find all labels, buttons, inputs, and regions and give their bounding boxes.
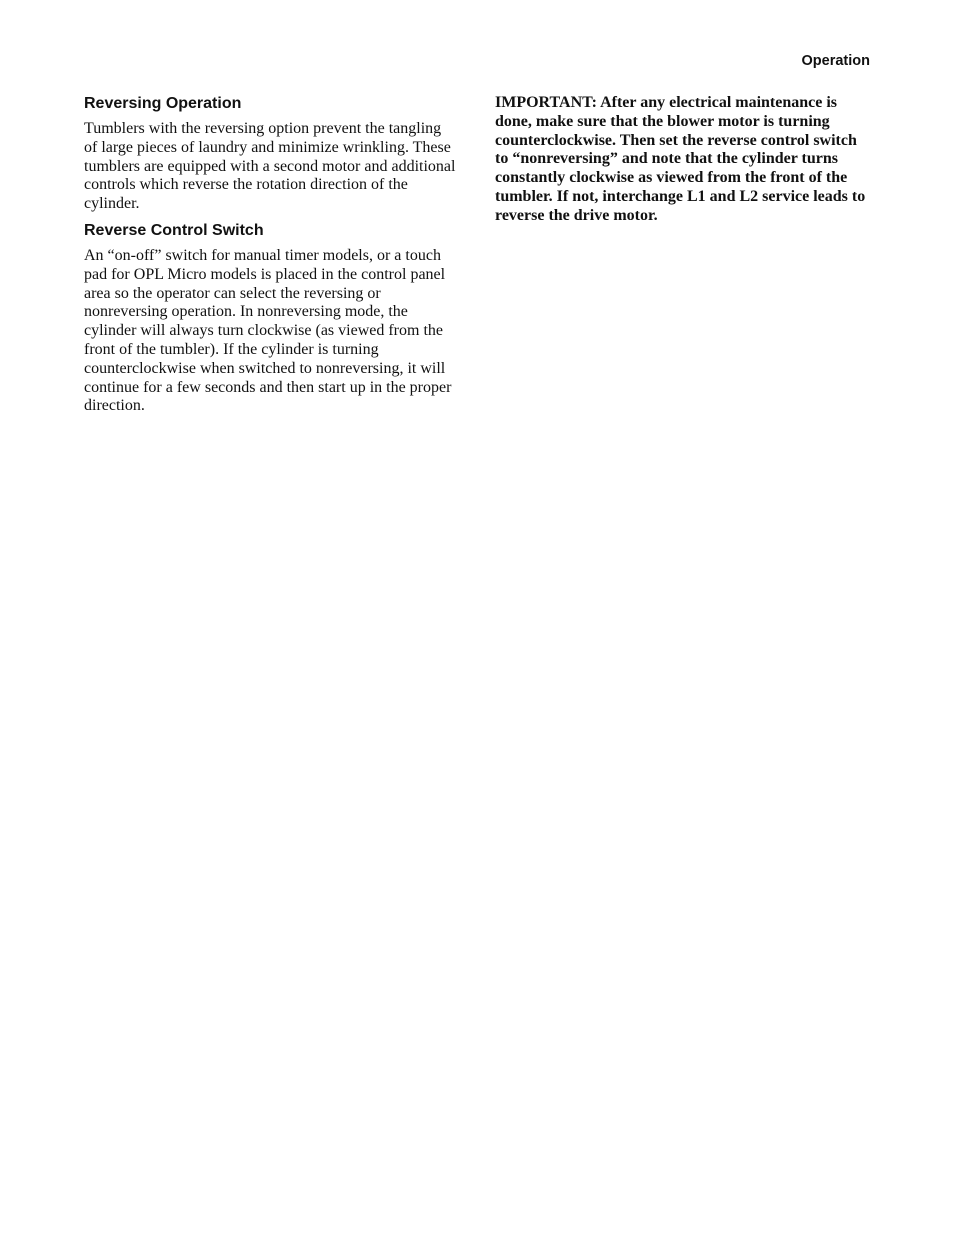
- left-column: [84, 94, 458, 423]
- important-note: IMPORTANT: After any electrical maintenance is done, make sure that the blower motor is turning counterclockwise. Then set the reverse control switch to “nonreversing” and note that the cylinder turns constantly clockwise as viewed from the front of the tumbler. If not, interchange L1 and L2 service leads to reverse the drive motor.: [495, 94, 866, 224]
- page-header-section-label: Operation: [801, 53, 870, 69]
- reversing-operation-heading: Reversing Operation: [84, 95, 242, 112]
- reverse-control-switch-paragraph: An “on-off” switch for manual timer models, or a touch pad for OPL Micro models is placed in the control panel area so the operator can select the reversing or nonreversing operation. In nonreversing mode, the cylinder will always turn clockwise (as viewed from the front of the tumbler). If the cylinder is turning counterclockwise when switched to nonreversing, it will continue for a few seconds and then start up in the proper direction.: [84, 246, 452, 415]
- reversing-operation-paragraph: Tumblers with the reversing option prevent the tangling of large pieces of laundry and minimize wrinkling. These tumblers are equipped with a second motor and additional controls which reverse the rotation direction of the cylinder.: [84, 120, 456, 213]
- right-column: [495, 94, 869, 226]
- reverse-control-switch-heading: Reverse Control Switch: [84, 221, 264, 239]
